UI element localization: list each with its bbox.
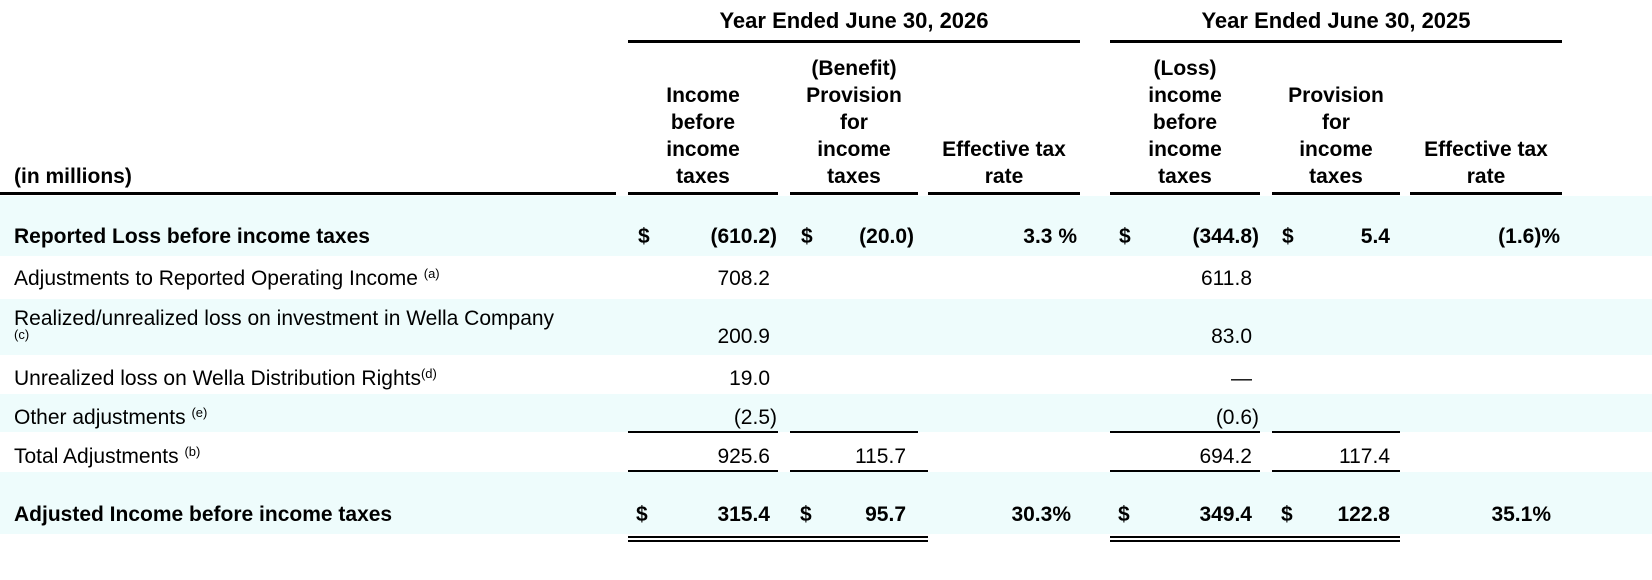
subtotal-rule: [1272, 431, 1400, 433]
value-2025-provision: 117.4: [1339, 445, 1390, 468]
row-label-adjusted: Adjusted Income before income taxes: [14, 503, 393, 526]
value-2025-income: 611.8: [1201, 267, 1252, 290]
value-2025-income: —: [1231, 367, 1252, 390]
row-band-other: [0, 394, 1652, 432]
currency-sign: $: [636, 503, 648, 526]
row-label-other: Other adjustments $^{(e)}$: [14, 405, 208, 429]
footnote-marker: (b): [184, 444, 201, 459]
value-2025-income: 349.4: [1199, 503, 1252, 526]
currency-sign: $: [638, 225, 650, 248]
total-rule: [1272, 470, 1400, 472]
col-header-2026-provision: (Benefit) Provision for income taxes: [806, 57, 902, 188]
subtotal-rule: [790, 431, 918, 433]
value-2026-income: (2.5): [733, 406, 777, 429]
header-rule-2026-income: [628, 192, 778, 195]
currency-sign: $: [1281, 503, 1293, 526]
value-2025-income: (344.8): [1192, 225, 1259, 248]
value-2026-provision: 95.7: [865, 503, 906, 526]
value-2026-rate: 30.3%: [1011, 503, 1071, 526]
value-2026-income: 200.9: [717, 325, 770, 348]
value-2025-income: 694.2: [1199, 445, 1252, 468]
value-2026-provision: 115.7: [855, 445, 906, 468]
value-2026-provision: (20.0): [859, 225, 914, 248]
double-rule: [628, 536, 928, 542]
units-label: (in millions): [14, 165, 132, 188]
header-rule-2025-income: [1110, 192, 1260, 195]
total-rule: [790, 470, 928, 472]
value-2025-rate: (1.6)%: [1498, 225, 1560, 248]
value-2025-provision: 5.4: [1360, 225, 1390, 248]
currency-sign: $: [801, 225, 813, 248]
group-rule-2025: [1110, 40, 1562, 43]
group-rule-2026: [628, 40, 1080, 43]
value-2025-income: (0.6): [1215, 406, 1259, 429]
currency-sign: $: [800, 503, 812, 526]
header-rule-2026-provision: [790, 192, 918, 195]
header-rule-label: [0, 192, 616, 195]
group-header-2026: Year Ended June 30, 2026: [719, 8, 989, 33]
value-2026-income: 708.2: [717, 267, 770, 290]
value-2025-rate: 35.1%: [1491, 503, 1551, 526]
row-label-total: Total Adjustments $^{(b)}$: [14, 444, 201, 468]
header-rule-2025-provision: [1272, 192, 1400, 195]
subtotal-rule: [628, 431, 778, 433]
value-2026-rate: 3.3 %: [1023, 225, 1077, 248]
footnote-marker: (a): [423, 266, 440, 281]
currency-sign: $: [1119, 225, 1131, 248]
currency-sign: $: [1282, 225, 1294, 248]
value-2025-income: 83.0: [1211, 325, 1252, 348]
row-label-wella-investment: Realized/unrealized loss on investment in Wella Company $^{(c)}$: [14, 307, 555, 342]
value-2026-income: (610.2): [710, 225, 777, 248]
col-header-2026-income: Income before income taxes: [666, 84, 740, 188]
double-rule: [1110, 536, 1400, 542]
row-label-adj-operating: Adjustments to Reported Operating Income $^{(a)}$: [14, 266, 440, 290]
subtotal-rule: [1110, 431, 1260, 433]
value-2025-provision: 122.8: [1337, 503, 1390, 526]
col-header-2025-rate: Effective tax rate: [1424, 138, 1548, 188]
header-rule-2026-rate: [928, 192, 1080, 195]
total-rule: [628, 470, 778, 472]
footnote-marker: (d): [420, 366, 437, 381]
col-header-2026-rate: Effective tax rate: [942, 138, 1066, 188]
total-rule: [1110, 470, 1260, 472]
value-2026-income: 315.4: [717, 503, 770, 526]
group-header-2025: Year Ended June 30, 2025: [1201, 8, 1471, 33]
row-label-wella-rights: Unrealized loss on Wella Distribution Rights$^{(d)}$: [14, 366, 437, 390]
col-header-2025-provision: Provision for income taxes: [1288, 84, 1384, 188]
currency-sign: $: [1118, 503, 1130, 526]
value-2026-income: 925.6: [717, 445, 770, 468]
footnote-marker: (c): [14, 327, 30, 342]
footnote-marker: (e): [191, 405, 208, 420]
value-2026-income: 19.0: [729, 367, 770, 390]
row-label-reported: Reported Loss before income taxes: [14, 225, 370, 248]
header-rule-2025-rate: [1410, 192, 1562, 195]
col-header-2025-income: (Loss) income before income taxes: [1148, 57, 1222, 188]
